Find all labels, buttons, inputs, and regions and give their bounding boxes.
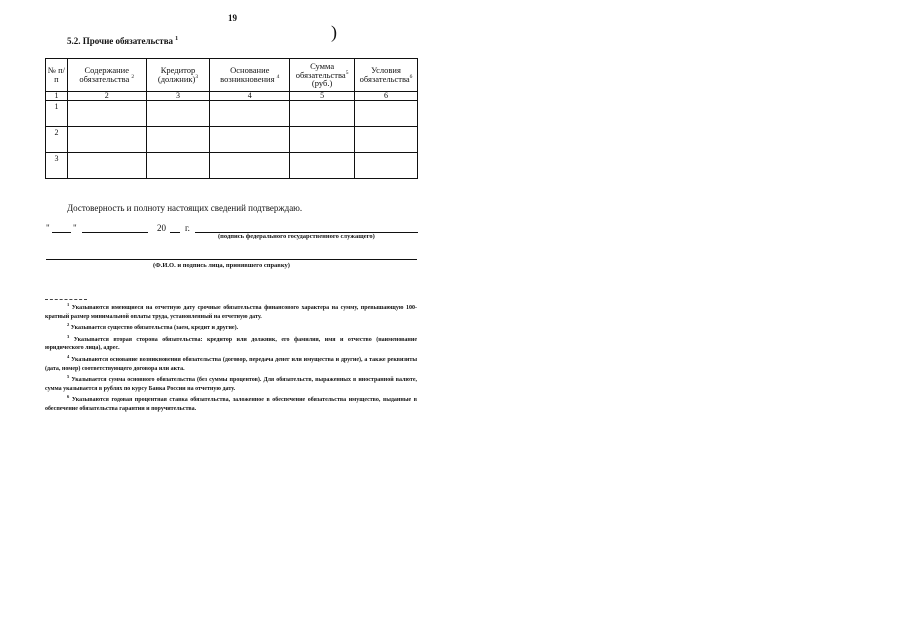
- row-number: 3: [46, 153, 68, 179]
- quote-open: ": [46, 223, 50, 233]
- corner-mark: ): [331, 22, 337, 42]
- table-cell: [146, 153, 210, 179]
- footnotes: [45, 301, 417, 414]
- table-cell: [67, 153, 146, 179]
- table-row: [46, 101, 418, 127]
- table-cell: [290, 101, 355, 127]
- table-header-row: [46, 59, 418, 92]
- footnote-separator: [45, 299, 87, 300]
- table-row: [46, 127, 418, 153]
- column-number: 3: [146, 92, 210, 101]
- row-number: 1: [46, 101, 68, 127]
- column-number: 5: [290, 92, 355, 101]
- table-cell: [355, 127, 418, 153]
- table-row: [46, 153, 418, 179]
- section-title: [67, 36, 178, 46]
- table-cell: [67, 127, 146, 153]
- footnote: $^3$ Указывается вторая сторона обязательства: кредитор или должник, его фамилия, имя и отчество (наименование юридического лица), адрес.: [45, 333, 417, 352]
- header-creditor: Кредитор (должник)$^3$: [146, 59, 210, 92]
- year-blank: [170, 232, 180, 233]
- table-cell: [210, 101, 290, 127]
- page-number: 19: [228, 13, 237, 23]
- header-number: № п/п: [46, 59, 68, 92]
- row-number: 2: [46, 127, 68, 153]
- receiver-signature-line: [46, 259, 417, 260]
- column-number: 2: [67, 92, 146, 101]
- table-cell: [355, 101, 418, 127]
- year-prefix: 20: [157, 223, 166, 233]
- table-cell: [290, 127, 355, 153]
- header-content: Содержание обязательства $^2$: [67, 59, 146, 92]
- table-cell: [290, 153, 355, 179]
- section-title-footnote-ref: 1: [175, 36, 179, 42]
- column-number: 6: [355, 92, 418, 101]
- footnote: $^5$ Указывается сумма основного обязательства (без суммы процентов). Для обязательств, выраженных в иностранной валюте, сумма указывается в рублях по курсу Банка России на отчетную дату.: [45, 374, 417, 392]
- table-cell: [146, 101, 210, 127]
- column-number: 4: [210, 92, 290, 101]
- obligations-table: [45, 58, 418, 179]
- header-amount: Сумма обязательства$^5$ (руб.): [290, 59, 355, 92]
- footnote: $^4$ Указываются основание возникновения обязательства (договор, передача денег или имущества и другие), а также реквизиты (дата, номер) соответствующего договора или акта.: [45, 353, 418, 372]
- footnote: $^6$ Указываются годовая процентная ставка обязательства, заложенное в обеспечение обязательства имущество, выданные в обеспечение обязательства гарантии и поручительства.: [45, 394, 417, 412]
- table-cell: [210, 153, 290, 179]
- column-number-row: [46, 92, 418, 101]
- footnote: $^1$ Указываются имеющиеся на отчетную дату срочные обязательства финансового характера на сумму, превышающую 100-кратный размер минимальной оплаты труда, установленный на отчетную дату.: [45, 302, 417, 320]
- official-signature-caption: (подпись федерального государственного служащего): [218, 233, 375, 240]
- table-cell: [210, 127, 290, 153]
- day-blank: [52, 232, 71, 233]
- year-suffix: г.: [185, 223, 190, 233]
- confirmation-text: Достоверность и полноту настоящих сведений подтверждаю.: [67, 203, 303, 213]
- receiver-signature-caption: (Ф.И.О. и подпись лица, принявшего справку): [153, 262, 290, 269]
- table-cell: [355, 153, 418, 179]
- section-title-text: 5.2. Прочие обязательства: [67, 36, 174, 46]
- header-basis: Основание возникновения $^4$: [210, 59, 290, 92]
- footnote: $^2$ Указывается существо обязательства (заем, кредит и другие).: [67, 322, 239, 332]
- table-cell: [146, 127, 210, 153]
- column-number: 1: [46, 92, 68, 101]
- header-terms: Условия обязательства$^6$: [355, 59, 418, 92]
- quote-close: ": [73, 223, 77, 233]
- table-cell: [67, 101, 146, 127]
- month-blank: [82, 232, 148, 233]
